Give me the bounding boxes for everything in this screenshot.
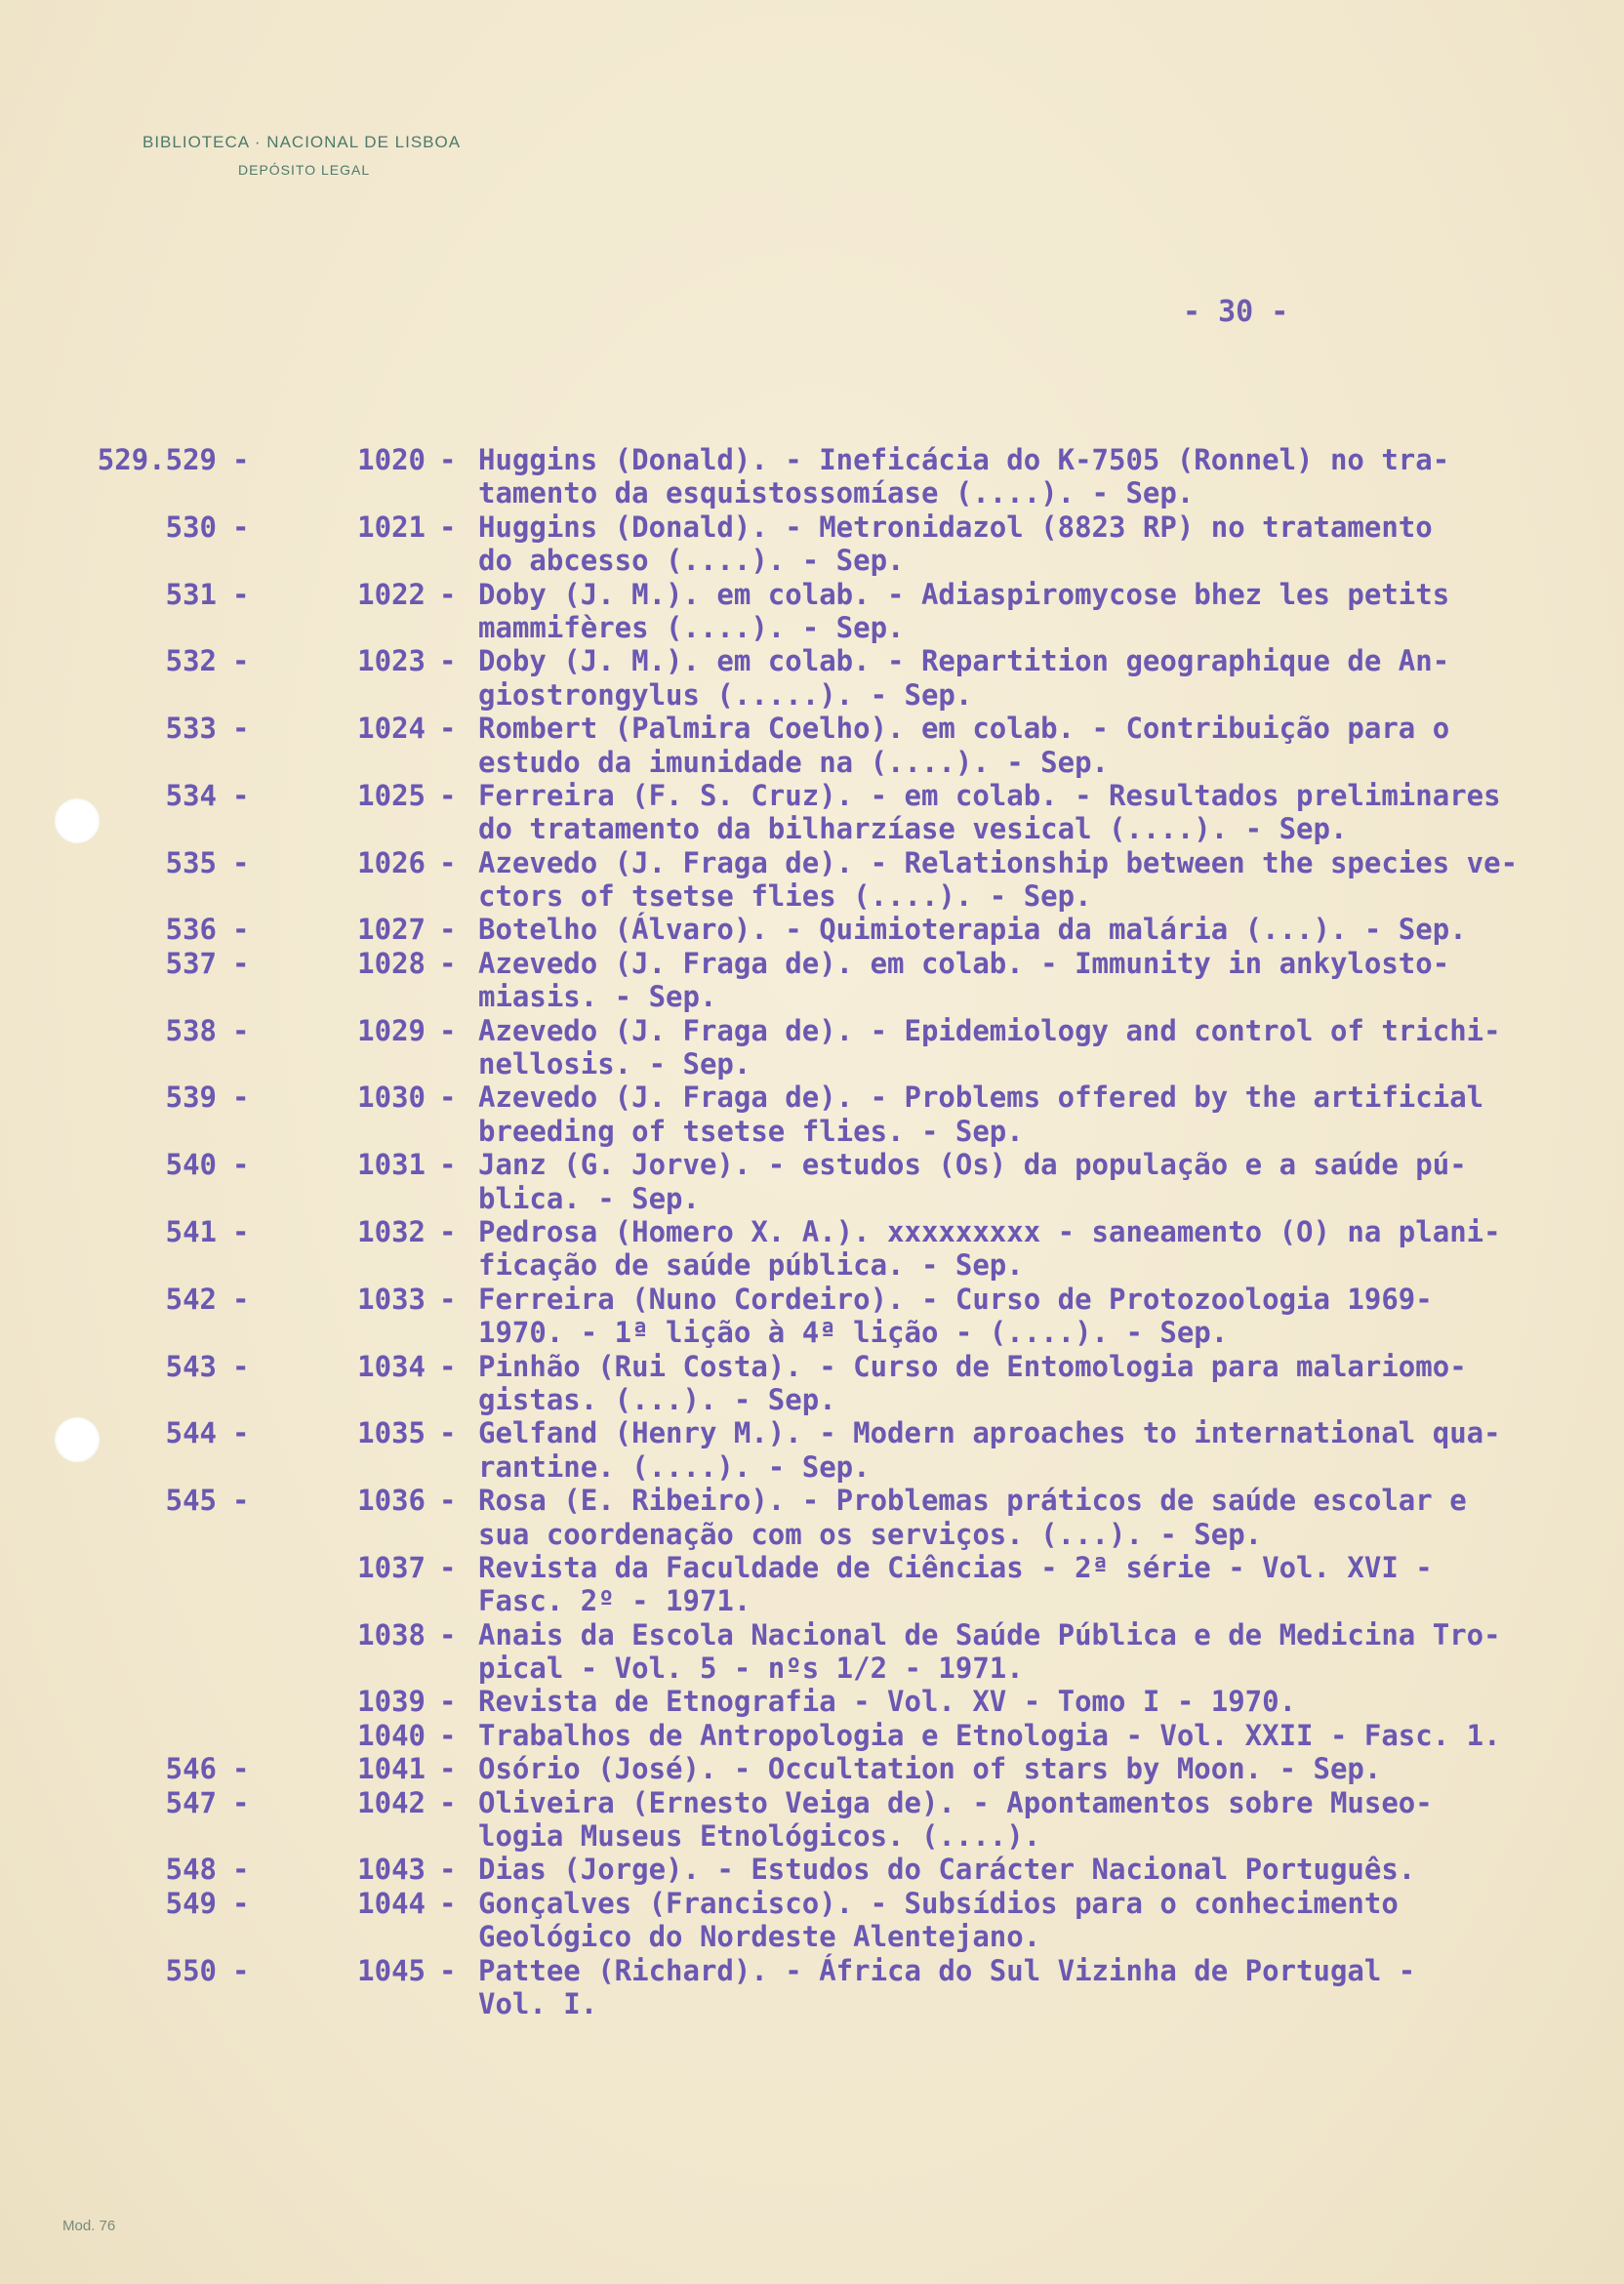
dash-separator: - — [232, 1785, 250, 1819]
dash-separator: - — [439, 1886, 457, 1920]
dash-separator: - — [232, 1214, 250, 1248]
dash-separator: - — [232, 577, 250, 611]
entry-line — [72, 1014, 1595, 1047]
entry-continuation-line — [72, 1920, 1595, 1953]
entry-line — [72, 1551, 1595, 1584]
entry-text: Rombert (Palmira Coelho). em colab. - Contribuição para o — [478, 712, 1450, 746]
entry-text: Azevedo (J. Fraga de). em colab. - Immunity in ankylosto- — [478, 946, 1450, 980]
entry-text: estudo da imunidade na (....). - Sep. — [478, 745, 1110, 779]
entry-text: sua coordenação com os serviços. (...). - Sep. — [478, 1517, 1263, 1551]
entry-continuation-line — [72, 746, 1595, 779]
dash-separator: - — [439, 577, 457, 611]
entry-number: 531 — [165, 577, 217, 611]
entry-line — [72, 578, 1595, 611]
entry-continuation-line — [72, 611, 1595, 644]
entry-continuation-line — [72, 1383, 1595, 1416]
entry-line — [72, 1148, 1595, 1181]
entry-text: Trabalhos de Antropologia e Etnologia - Vol. XXII - Fasc. 1. — [478, 1718, 1501, 1752]
institution-name: BIBLIOTECA · NACIONAL DE LISBOA — [142, 133, 462, 151]
accession-number: 1027 — [357, 913, 426, 947]
entry-continuation-line — [72, 1819, 1595, 1853]
accession-number: 1033 — [357, 1282, 426, 1316]
entry-text: Vol. I. — [478, 1986, 598, 2020]
accession-number: 1022 — [357, 577, 426, 611]
accession-number: 1044 — [357, 1886, 426, 1920]
entry-text: Geológico do Nordeste Alentejano. — [478, 1920, 1041, 1954]
entry-continuation-line — [72, 879, 1595, 913]
entry-number: 545 — [165, 1484, 217, 1518]
entry-text: pical - Vol. 5 - nºs 1/2 - 1971. — [478, 1652, 1024, 1686]
entry-text: Oliveira (Ernesto Veiga de). - Apontamentos sobre Museo- — [478, 1785, 1433, 1819]
accession-number: 1021 — [357, 510, 426, 544]
entry-number: 550 — [165, 1953, 217, 1987]
department-name: DEPÓSITO LEGAL — [238, 162, 371, 178]
entry-text: blica. - Sep. — [478, 1181, 700, 1215]
dash-separator: - — [439, 778, 457, 812]
entry-text: Janz (G. Jorve). - estudos (Os) da população e a saúde pú- — [478, 1148, 1467, 1182]
entry-line — [72, 1283, 1595, 1316]
entry-continuation-line — [72, 1316, 1595, 1349]
dash-separator: - — [439, 1617, 457, 1652]
dash-separator: - — [439, 1718, 457, 1752]
entry-number: 532 — [165, 644, 217, 678]
entry-continuation-line — [72, 476, 1595, 510]
dash-separator: - — [232, 1416, 250, 1450]
dash-separator: - — [439, 1214, 457, 1248]
dash-separator: - — [439, 913, 457, 947]
accession-number: 1024 — [357, 712, 426, 746]
entry-line — [72, 1752, 1595, 1785]
entry-line — [72, 779, 1595, 812]
entry-line — [72, 1416, 1595, 1449]
entry-continuation-line — [72, 544, 1595, 577]
entry-line — [72, 1719, 1595, 1752]
entry-text: Anais da Escola Nacional de Saúde Pública e de Medicina Tro- — [478, 1617, 1501, 1652]
entry-line — [72, 1081, 1595, 1114]
entry-number: 544 — [165, 1416, 217, 1450]
dash-separator: - — [232, 1349, 250, 1383]
entry-text: nellosis. - Sep. — [478, 1047, 751, 1081]
entry-line — [72, 913, 1595, 946]
accession-number: 1035 — [357, 1416, 426, 1450]
accession-number: 1023 — [357, 644, 426, 678]
entry-text: Azevedo (J. Fraga de). - Epidemiology and control of trichi- — [478, 1013, 1501, 1047]
dash-separator: - — [439, 1685, 457, 1719]
entry-text: Osório (José). - Occultation of stars by Moon. - Sep. — [478, 1752, 1382, 1786]
entry-number: 547 — [165, 1785, 217, 1819]
accession-number: 1032 — [357, 1214, 426, 1248]
entry-number: 536 — [165, 913, 217, 947]
entry-text: Botelho (Álvaro). - Quimioterapia da malária (...). - Sep. — [478, 913, 1467, 947]
dash-separator: - — [439, 1013, 457, 1047]
dash-separator: - — [232, 946, 250, 980]
entry-number: 543 — [165, 1349, 217, 1383]
dash-separator: - — [439, 1484, 457, 1518]
entry-line — [72, 1954, 1595, 1987]
entry-number: 530 — [165, 510, 217, 544]
accession-number: 1043 — [357, 1853, 426, 1887]
entry-continuation-line — [72, 1248, 1595, 1282]
dash-separator: - — [439, 1081, 457, 1115]
entry-text: Rosa (E. Ribeiro). - Problemas práticos de saúde escolar e — [478, 1484, 1467, 1518]
dash-separator: - — [439, 1953, 457, 1987]
entry-text: rantine. (....). - Sep. — [478, 1449, 871, 1484]
dash-separator: - — [439, 1148, 457, 1182]
library-header — [142, 133, 461, 178]
entry-line — [72, 1786, 1595, 1819]
dash-separator: - — [439, 1752, 457, 1786]
accession-number: 1026 — [357, 845, 426, 879]
entry-line — [72, 712, 1595, 745]
entry-text: mammifères (....). - Sep. — [478, 610, 905, 644]
accession-number: 1020 — [357, 443, 426, 476]
entry-text: Pattee (Richard). - África do Sul Vizinha de Portugal - — [478, 1953, 1416, 1987]
dash-separator: - — [232, 1148, 250, 1182]
entry-text: tamento da esquistossomíase (....). - Sep. — [478, 476, 1195, 510]
entry-text: logia Museus Etnológicos. (....). — [478, 1819, 1041, 1854]
entry-line — [72, 1887, 1595, 1920]
entry-line — [72, 846, 1595, 879]
entry-text: Huggins (Donald). - Ineficácia do K-7505 (Ronnel) no tra- — [478, 443, 1450, 476]
entry-text: Doby (J. M.). em colab. - Adiaspiromycose bhez les petits — [478, 577, 1450, 611]
entry-text: do abcesso (....). - Sep. — [478, 544, 905, 578]
accession-number: 1040 — [357, 1718, 426, 1752]
entry-line — [72, 443, 1595, 476]
entry-text: Gelfand (Henry M.). - Modern aproaches to international qua- — [478, 1416, 1501, 1450]
dash-separator: - — [232, 1484, 250, 1518]
dash-separator: - — [232, 845, 250, 879]
entry-number: 541 — [165, 1214, 217, 1248]
entry-continuation-line — [72, 1652, 1595, 1685]
entry-continuation-line — [72, 980, 1595, 1013]
entry-text: do tratamento da bilharzíase vesical (....). - Sep. — [478, 812, 1348, 846]
dash-separator: - — [439, 1550, 457, 1584]
dash-separator: - — [439, 510, 457, 544]
dash-separator: - — [232, 913, 250, 947]
accession-number: 1031 — [357, 1148, 426, 1182]
entry-line — [72, 1618, 1595, 1652]
accession-number: 1042 — [357, 1785, 426, 1819]
accession-number: 1041 — [357, 1752, 426, 1786]
entry-number: 534 — [165, 778, 217, 812]
entry-line — [72, 1350, 1595, 1383]
entry-text: Ferreira (F. S. Cruz). - em colab. - Resultados preliminares — [478, 778, 1501, 812]
dash-separator: - — [232, 1081, 250, 1115]
dash-separator: - — [439, 712, 457, 746]
accession-number: 1029 — [357, 1013, 426, 1047]
entry-continuation-line — [72, 812, 1595, 845]
page-number: - 30 - — [1183, 295, 1289, 329]
accession-number: 1038 — [357, 1617, 426, 1652]
dash-separator: - — [439, 946, 457, 980]
dash-separator: - — [439, 644, 457, 678]
dash-separator: - — [232, 1853, 250, 1887]
accession-number: 1028 — [357, 946, 426, 980]
dash-separator: - — [232, 510, 250, 544]
entry-text: giostrongylus (.....). - Sep. — [478, 677, 973, 712]
entry-continuation-line — [72, 1047, 1595, 1081]
dash-separator: - — [439, 1282, 457, 1316]
entry-text: breeding of tsetse flies. - Sep. — [478, 1114, 1024, 1148]
entry-number: 533 — [165, 712, 217, 746]
dash-separator: - — [232, 778, 250, 812]
dash-separator: - — [232, 712, 250, 746]
entry-text: Azevedo (J. Fraga de). - Relationship between the species ve- — [478, 845, 1519, 879]
entry-text: Doby (J. M.). em colab. - Repartition geographique de An- — [478, 644, 1450, 678]
entry-text: ficação de saúde pública. - Sep. — [478, 1248, 1024, 1283]
entry-continuation-line — [72, 1450, 1595, 1484]
entry-continuation-line — [72, 1987, 1595, 2020]
entry-continuation-line — [72, 1115, 1595, 1148]
entry-number: 548 — [165, 1853, 217, 1887]
accession-number: 1034 — [357, 1349, 426, 1383]
entry-text: 1970. - 1ª lição à 4ª lição - (....). - Sep. — [478, 1316, 1229, 1350]
dash-separator: - — [232, 644, 250, 678]
dash-separator: - — [232, 1953, 250, 1987]
entry-text: ctors of tsetse flies (....). - Sep. — [478, 879, 1092, 914]
dash-separator: - — [439, 1416, 457, 1450]
dash-separator: - — [439, 1349, 457, 1383]
entry-text: Dias (Jorge). - Estudos do Carácter Nacional Português. — [478, 1853, 1416, 1887]
entry-number: 535 — [165, 845, 217, 879]
accession-number: 1025 — [357, 778, 426, 812]
entry-text: Fasc. 2º - 1971. — [478, 1584, 751, 1618]
entry-text: Huggins (Donald). - Metronidazol (8823 RP) no tratamento — [478, 510, 1433, 544]
entry-line — [72, 1484, 1595, 1517]
entry-text: Revista da Faculdade de Ciências - 2ª série - Vol. XVI - — [478, 1550, 1433, 1584]
dash-separator: - — [232, 1013, 250, 1047]
entry-number: 549 — [165, 1886, 217, 1920]
form-number: Mod. 76 — [62, 2218, 116, 2234]
accession-number: 1037 — [357, 1550, 426, 1584]
entry-number: 539 — [165, 1081, 217, 1115]
dash-separator: - — [232, 1752, 250, 1786]
entry-continuation-line — [72, 1518, 1595, 1551]
entry-text: gistas. (...). - Sep. — [478, 1382, 836, 1416]
entry-number: 537 — [165, 946, 217, 980]
accession-number: 1030 — [357, 1081, 426, 1115]
dash-separator: - — [439, 1853, 457, 1887]
accession-number: 1039 — [357, 1685, 426, 1719]
accession-number: 1036 — [357, 1484, 426, 1518]
entry-line — [72, 1685, 1595, 1718]
entry-continuation-line — [72, 1182, 1595, 1215]
entry-text: Gonçalves (Francisco). - Subsídios para o conhecimento — [478, 1886, 1399, 1920]
accession-number: 1045 — [357, 1953, 426, 1987]
entry-continuation-line — [72, 678, 1595, 712]
entry-line — [72, 1215, 1595, 1248]
entry-number: 542 — [165, 1282, 217, 1316]
entry-line — [72, 1853, 1595, 1886]
entry-text: Ferreira (Nuno Cordeiro). - Curso de Protozoologia 1969- — [478, 1282, 1433, 1316]
entry-number: 538 — [165, 1013, 217, 1047]
entry-number: 540 — [165, 1148, 217, 1182]
entry-text: miasis. - Sep. — [478, 980, 717, 1014]
entry-line — [72, 644, 1595, 677]
entry-text: Pinhão (Rui Costa). - Curso de Entomologia para malariomo- — [478, 1349, 1467, 1383]
dash-separator: - — [439, 1785, 457, 1819]
entry-number: 546 — [165, 1752, 217, 1786]
entry-text: Revista de Etnografia - Vol. XV - Tomo I - 1970. — [478, 1685, 1297, 1719]
entry-line — [72, 947, 1595, 980]
dash-separator: - — [232, 1282, 250, 1316]
entry-list — [72, 443, 1595, 2020]
dash-separator: - — [232, 443, 250, 476]
dash-separator: - — [439, 443, 457, 476]
entry-text: Azevedo (J. Fraga de). - Problems offered by the artificial — [478, 1081, 1484, 1115]
entry-number: 529.529 — [97, 443, 217, 476]
entry-line — [72, 510, 1595, 544]
entry-text: Pedrosa (Homero X. A.). xxxxxxxxx - saneamento (O) na plani- — [478, 1214, 1501, 1248]
dash-separator: - — [439, 845, 457, 879]
entry-continuation-line — [72, 1584, 1595, 1617]
dash-separator: - — [232, 1886, 250, 1920]
